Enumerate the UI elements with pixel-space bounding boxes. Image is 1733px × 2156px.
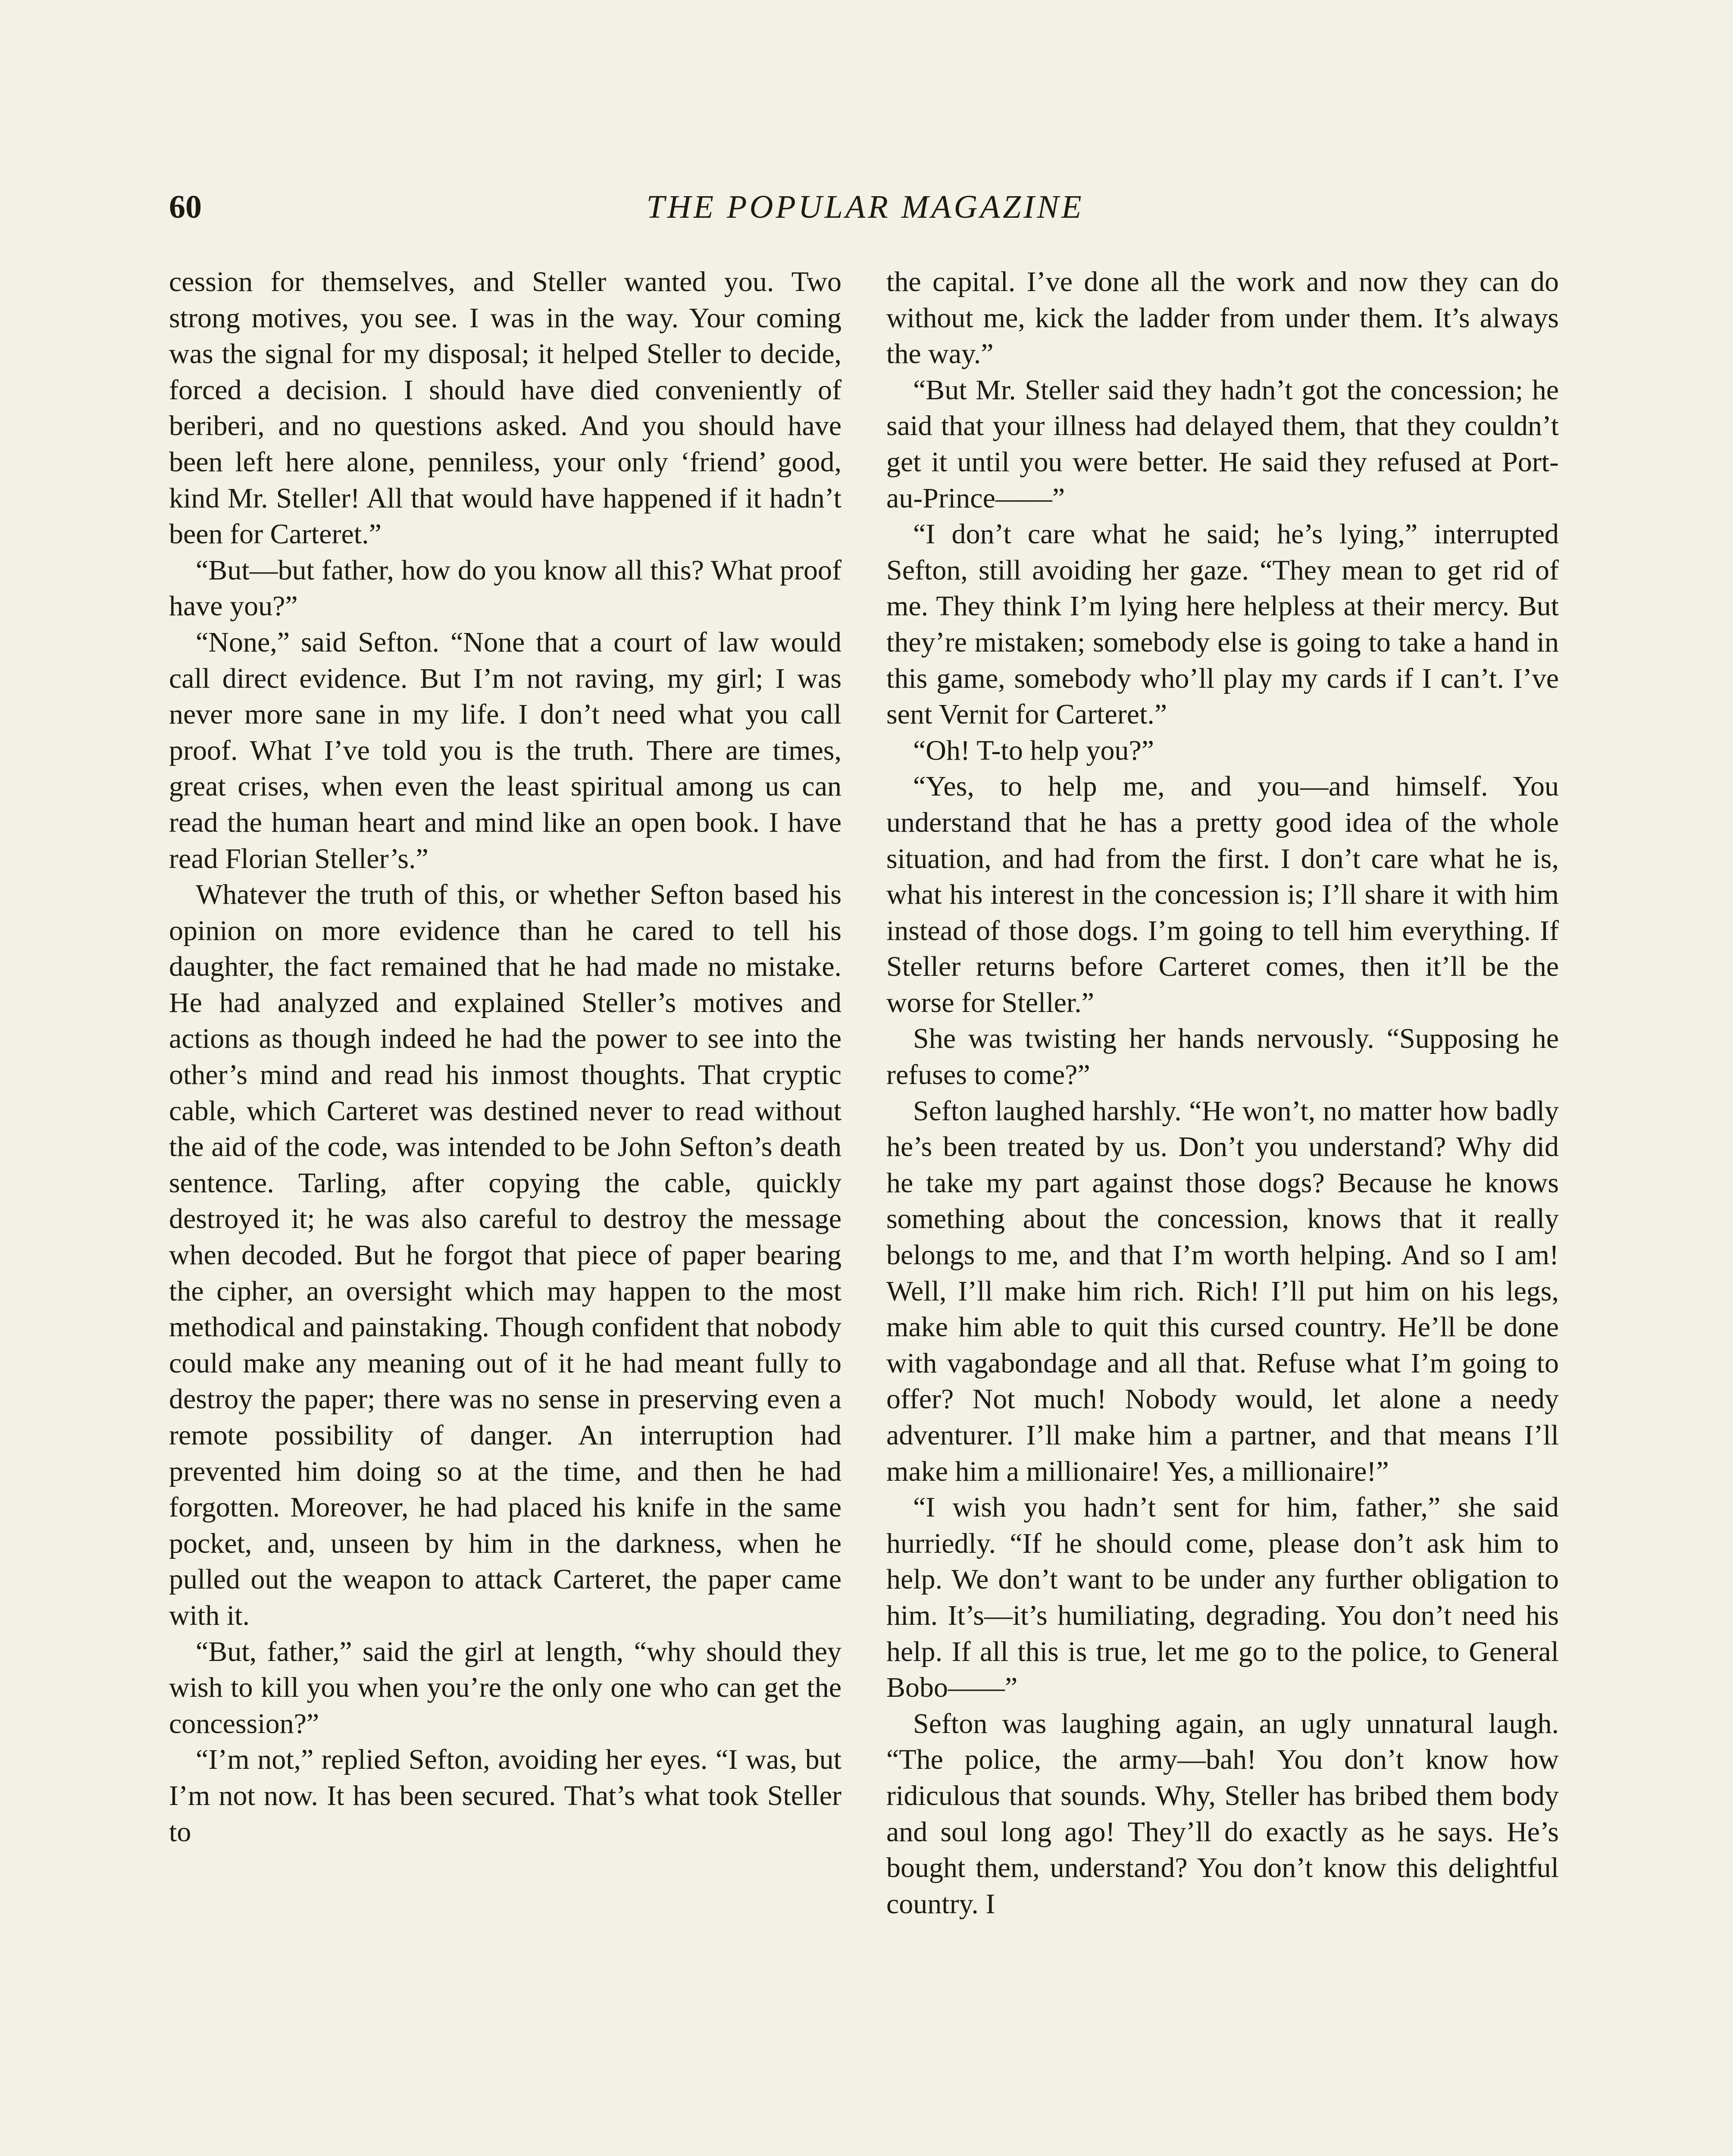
page-header	[169, 181, 1561, 233]
paragraph: “I’m not,” replied Sefton, avoiding her eyes. “I was, but I’m not now. It has been secured. That’s what took Steller to	[169, 1744, 841, 1848]
paragraph: “Yes, to help me, and you—and himself. You understand that he has a pretty good idea of the whole situation, and had from the first. I don’t care what he is, what his interest in the concession is; I’ll share it with him instead of those dogs. I’m going to tell him everything. If Steller returns before Carteret comes, then it’ll be the worse for Steller.”	[886, 771, 1559, 1018]
paragraph: cession for themselves, and Steller wanted you. Two strong motives, you see. I was in the way. Your coming was the signal for my disposal; it helped Steller to decide, forced a decision. I should have died conveniently of beriberi, and no questions asked. And you should have been left here alone, penniless, your only ‘friend’ good, kind Mr. Steller! All that would have happened if it hadn’t been for Carteret.”	[169, 266, 841, 550]
paragraph: “Oh! T-to help you?”	[913, 734, 1154, 766]
paragraph: “But Mr. Steller said they hadn’t got the concession; he said that your illness had delayed them, that they couldn’t get it until you were better. He said they refused at Port-au-Prince——”	[886, 374, 1559, 514]
paragraph: “I wish you hadn’t sent for him, father,” she said hurriedly. “If he should come, please don’t ask him to help. We don’t want to be under any further obligation to him. It’s—it’s humiliating, degrading. You don’t need his help. If all this is true, let me go to the police, to General Bobo——”	[886, 1492, 1559, 1704]
page-number: 60	[169, 189, 202, 225]
paragraph: Sefton laughed harshly. “He won’t, no matter how badly he’s been treated by us. Don’t you understand? Why did he take my part against those dogs? Because he knows something about the concession, knows that it really belongs to me, and that I’m worth helping. And so I am! Well, I’ll make him rich. Rich! I’ll put him on his legs, make him able to quit this cursed country. He’ll be done with vagabondage and all that. Refuse what I’m going to offer? Not much! Nobody would, let alone a needy adventurer. I’ll make him a partner, and that means I’ll make him a millionaire! Yes, a millionaire!”	[886, 1095, 1559, 1487]
right-column	[886, 264, 1559, 1922]
paragraph: “None,” said Sefton. “None that a court of law would call direct evidence. But I’m not raving, my girl; I was never more sane in my life. I don’t need what you call proof. What I’ve told you is the truth. There are times, great crises, when even the least spiritual among us can read the human heart and mind like an open book. I have read Florian Steller’s.”	[169, 626, 841, 874]
left-column	[169, 264, 841, 1850]
paragraph: “But, father,” said the girl at length, “why should they wish to kill you when you’re the only one who can get the concession?”	[169, 1636, 841, 1739]
paragraph: “But—but father, how do you know all this? What proof have you?”	[169, 554, 841, 622]
paragraph: the capital. I’ve done all the work and now they can do without me, kick the ladder from under them. It’s always the way.”	[886, 266, 1559, 370]
running-title: THE POPULAR MAGAZINE	[646, 189, 1084, 225]
paragraph: Whatever the truth of this, or whether Sefton based his opinion on more evidence than he cared to tell his daughter, the fact remained that he had made no mistake. He had analyzed and explained Steller’s motives and actions as though indeed he had the power to see into the other’s mind and read his inmost thoughts. That cryptic cable, which Carteret was destined never to read without the aid of the code, was intended to be John Sefton’s death sentence. Tarling, after copying the cable, quickly destroyed it; he was also careful to destroy the message when decoded. But he forgot that piece of paper bearing the cipher, an oversight which may happen to the most methodical and painstaking. Though confident that nobody could make any meaning out of it he had meant fully to destroy the paper; there was no sense in preserving even a remote possibility of danger. An interruption had prevented him doing so at the time, and then he had forgotten. Moreover, he had placed his knife in the same pocket, and, unseen by him in the darkness, when he pulled out the weapon to attack Carteret, the paper came with it.	[169, 879, 841, 1631]
paragraph: She was twisting her hands nervously. “Supposing he refuses to come?”	[886, 1023, 1559, 1091]
paragraph: “I don’t care what he said; he’s lying,” interrupted Sefton, still avoiding her gaze. “They mean to get rid of me. They think I’m lying here helpless at their mercy. But they’re mistaken; somebody else is going to take a hand in this game, somebody who’ll play my cards if I can’t. I’ve sent Vernit for Carteret.”	[886, 518, 1559, 730]
paragraph: Sefton was laughing again, an ugly unnatural laugh. “The police, the army—bah! You don’t know how ridiculous that sounds. Why, Steller has bribed them body and soul long ago! They’ll do exactly as he says. He’s bought them, understand? You don’t know this delightful country. I	[886, 1708, 1559, 1920]
